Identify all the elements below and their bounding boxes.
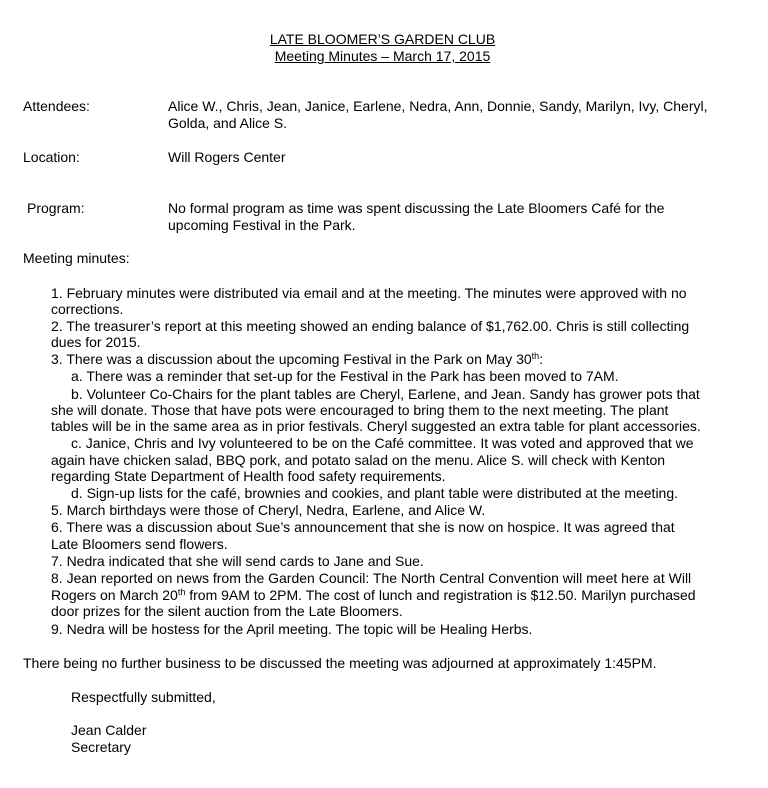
program-line-2: upcoming Festival in the Park.: [168, 217, 356, 233]
minutes-item-1-line-1: 1. February minutes were distributed via email and at the meeting. The minutes were approved with no: [51, 285, 687, 301]
minutes-heading: Meeting minutes:: [23, 250, 130, 266]
signer-role: Secretary: [71, 739, 131, 755]
ordinal-suffix: th: [531, 351, 540, 361]
minutes-item-5: 5. March birthdays were those of Cheryl, Nedra, Earlene, and Alice W.: [51, 502, 486, 518]
program-line-1: No formal program as time was spent discussing the Late Bloomers Café for the: [168, 200, 665, 216]
minutes-item-3c-line-1: c. Janice, Chris and Ivy volunteered to be on the Café committee. It was voted and approved that we: [71, 435, 694, 451]
attendees-line-1: Alice W., Chris, Jean, Janice, Earlene, Nedra, Ann, Donnie, Sandy, Marilyn, Ivy, Cheryl,: [168, 98, 708, 114]
minutes-item-3-line-1: [51, 351, 543, 367]
minutes-item-7: 7. Nedra indicated that she will send cards to Jane and Sue.: [51, 553, 424, 569]
closing-statement: There being no further business to be discussed the meeting was adjourned at approximately 1:45PM.: [23, 655, 657, 671]
signer-name: Jean Calder: [71, 722, 147, 738]
minutes-item-3d: d. Sign-up lists for the café, brownies and cookies, and plant table were distributed at the meeting.: [71, 485, 679, 501]
minutes-item-8-line-2: [51, 587, 696, 603]
minutes-item-1-line-2: corrections.: [51, 301, 124, 317]
sign-off: Respectfully submitted,: [71, 689, 216, 705]
minutes-item-8-text-pre: Rogers on March 20: [51, 587, 178, 603]
minutes-item-6-line-2: Late Bloomers send flowers.: [51, 536, 228, 552]
minutes-item-3c-line-2: again have chicken salad, BBQ pork, and potato salad on the menu. Alice S. will check with Kenton: [51, 452, 666, 468]
minutes-item-3b-line-1: b. Volunteer Co-Chairs for the plant tables are Cheryl, Earlene, and Jean. Sandy has grower pots that: [71, 386, 700, 402]
document-subtitle: Meeting Minutes – March 17, 2015: [274, 48, 491, 64]
minutes-item-3-text: 3. There was a discussion about the upcoming Festival in the Park on May 30: [51, 351, 532, 367]
minutes-item-8-text-post: from 9AM to 2PM. The cost of lunch and registration is $12.50. Marilyn purchased: [185, 587, 696, 603]
program-label: Program:: [27, 200, 85, 216]
minutes-item-3b-line-3: tables will be in the same area as in prior festivals. Cheryl suggested an extra table for plant accessories.: [51, 418, 701, 434]
location-value: Will Rogers Center: [168, 149, 286, 165]
minutes-item-2-line-1: 2. The treasurer’s report at this meeting showed an ending balance of $1,762.00. Chris is still collecting: [51, 318, 690, 334]
location-label: Location:: [23, 149, 80, 165]
minutes-item-9: 9. Nedra will be hostess for the April meeting. The topic will be Healing Herbs.: [51, 621, 533, 637]
minutes-item-3c-line-3: regarding State Department of Health food safety requirements.: [51, 468, 446, 484]
minutes-item-8-line-3: door prizes for the silent auction from the Late Bloomers.: [51, 603, 403, 619]
minutes-item-6-line-1: 6. There was a discussion about Sue’s announcement that she is now on hospice. It was agreed that: [51, 519, 675, 535]
minutes-item-8-line-1: 8. Jean reported on news from the Garden Council: The North Central Convention will meet here at Will: [51, 570, 692, 586]
attendees-line-2: Golda, and Alice S.: [168, 115, 288, 131]
attendees-label: Attendees:: [23, 98, 90, 114]
ordinal-suffix: th: [177, 587, 186, 597]
minutes-item-2-line-2: dues for 2015.: [51, 334, 141, 350]
document-title: LATE BLOOMER’S GARDEN CLUB: [269, 31, 496, 47]
minutes-item-3a: a. There was a reminder that set-up for the Festival in the Park has been moved to 7AM.: [71, 368, 619, 384]
minutes-item-3b-line-2: she will donate. Those that have pots were encouraged to bring them to the next meeting. The plant: [51, 402, 669, 418]
minutes-item-3-colon: :: [539, 351, 544, 367]
